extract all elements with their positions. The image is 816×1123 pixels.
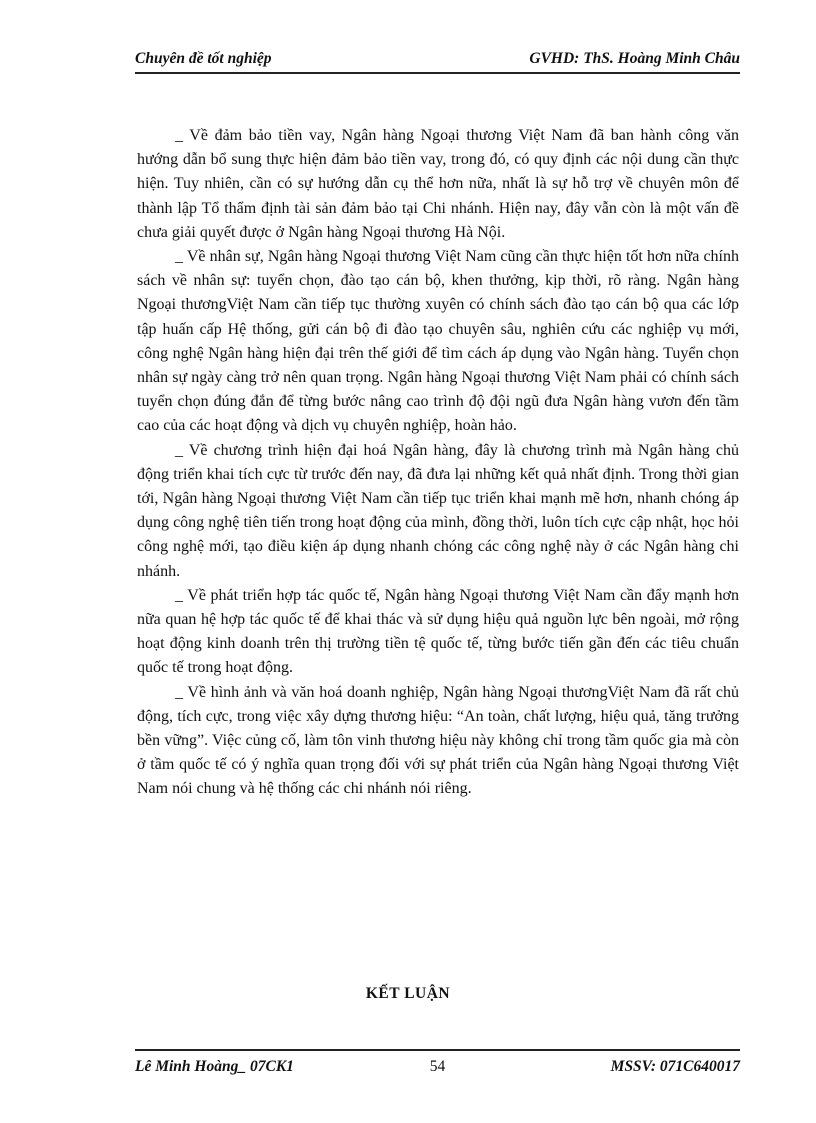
body-text [137,124,739,802]
footer-author: Lê Minh Hoàng_ 07CK1 [135,1058,294,1075]
paragraph-loan-guarantee: _ Về đảm bảo tiền vay, Ngân hàng Ngoại thương Việt Nam đã ban hành công văn hướng dẫn bổ sung thực hiện đảm bảo tiền vay, trong đó, có quy định các nội dung cần thực hiện. Tuy nhiên, cần có sự hướng dẫn cụ thể hơn nữa, nhất là sự hỗ trợ về chuyên môn để thành lập Tổ thẩm định tài sản đảm bảo tại Chi nhánh. Hiện nay, đây vẫn còn là một vấn đề chưa giải quyết được ở Ngân hàng Ngoại thương Hà Nội. [137,127,739,241]
footer-student-id: MSSV: 071C640017 [610,1058,740,1075]
page-footer [135,1049,740,1079]
page-header [135,46,740,74]
page-number: 54 [429,1058,446,1075]
paragraph-modernization: _ Về chương trình hiện đại hoá Ngân hàng, đây là chương trình mà Ngân hàng chủ động triển khai tích cực từ trước đến nay, đã đưa lại những kết quả nhất định. Trong thời gian tới, Ngân hàng Ngoại thương Việt Nam cần tiếp tục triển khai mạnh mẽ hơn, nhanh chóng áp dụng công nghệ tiên tiến trong hoạt động của mình, đồng thời, luôn tích cực cập nhật, học hỏi công nghệ mới, tạo điều kiện áp dụng nhanh chóng các công nghệ này ở các Ngân hàng chi nhánh. [137,441,739,580]
paragraph-brand-culture: _ Về hình ảnh và văn hoá doanh nghiệp, Ngân hàng Ngoại thươngViệt Nam đã rất chủ động, tích cực, trong việc xây dựng thương hiệu: “An toàn, chất lượng, hiệu quả, tăng trưởng bền vững”. Việc củng cố, làm tôn vinh thương hiệu này không chỉ trong tầm quốc gia mà còn ở tầm quốc tế có ý nghĩa quan trọng đối với sự phát triển của Ngân hàng Ngoại thương Việt Nam nói chung và hệ thống các chi nhánh nói riêng. [137,683,739,798]
paragraph-international-cooperation: _ Về phát triển hợp tác quốc tế, Ngân hàng Ngoại thương Việt Nam cần đẩy mạnh hơn nữa quan hệ hợp tác quốc tế để khai thác và sử dụng hiệu quả nguồn lực bên ngoài, mở rộng hoạt động kinh doanh trên thị trường tiền tệ quốc tế, từng bước tiến gần đến các tiêu chuẩn quốc tế trong hoạt động. [137,586,739,677]
header-advisor: GVHD: ThS. Hoàng Minh Châu [529,50,740,67]
paragraph-personnel: _ Về nhân sự, Ngân hàng Ngoại thương Việt Nam cũng cần thực hiện tốt hơn nữa chính sách về nhân sự: tuyển chọn, đào tạo cán bộ, khen thưởng, kịp thời, rõ ràng. Ngân hàng Ngoại thươngViệt Nam cần tiếp tục thường xuyên có chính sách đào tạo cán bộ qua các lớp tập huấn cấp Hệ thống, gửi cán bộ đi đào tạo chuyên sâu, nghiên cứu các nghiệp vụ mới, công nghệ Ngân hàng hiện đại trên thế giới để tìm cách áp dụng vào Ngân hàng. Tuyển chọn nhân sự ngày càng trở nên quan trọng. Ngân hàng Ngoại thương Việt Nam phải có chính sách tuyển chọn đúng đắn để từng bước nâng cao trình độ đội ngũ đưa Ngân hàng vươn đến tầm cao của các hoạt động và dịch vụ chuyên nghiệp, hoàn hảo. [137,248,739,435]
header-document-type: Chuyên đề tốt nghiệp [135,50,272,67]
section-heading-conclusion: KẾT LUẬN [365,985,451,1002]
